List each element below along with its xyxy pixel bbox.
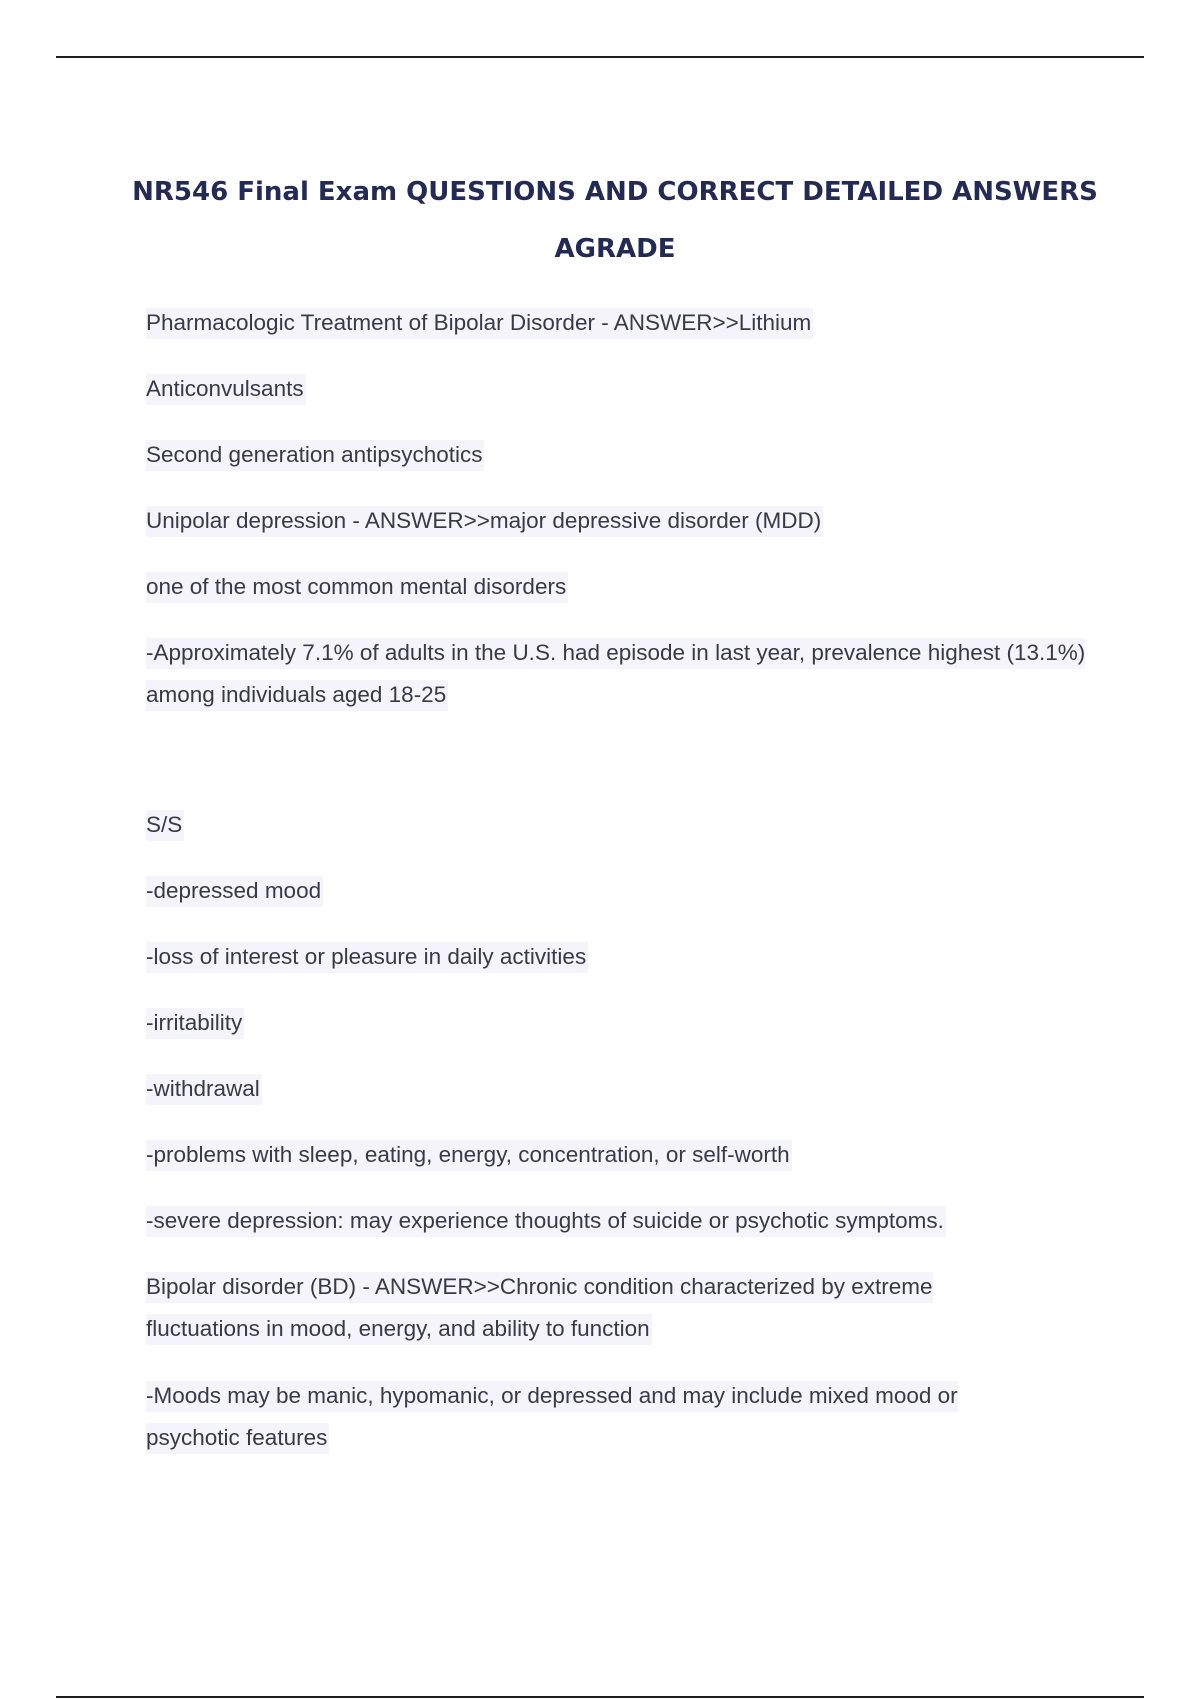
paragraph-moods: -Moods may be manic, hypomanic, or depressed and may include mixed mood or psychotic features — [146, 1375, 1046, 1459]
paragraph-unipolar-depression: Unipolar depression - ANSWER>>major depressive disorder (MDD) — [146, 500, 1106, 542]
list-item-problems: -problems with sleep, eating, energy, concentration, or self-worth — [146, 1134, 1106, 1176]
paragraph-prevalence: -Approximately 7.1% of adults in the U.S. had episode in last year, prevalence highest (13.1%) among individuals aged 18-25 — [146, 632, 1086, 716]
title-line-2: AGRADE — [554, 234, 676, 264]
paragraph-anticonvulsants: Anticonvulsants — [146, 368, 1106, 410]
bottom-rule — [56, 1696, 1144, 1698]
paragraph-antipsychotics: Second generation antipsychotics — [146, 434, 1106, 476]
list-item-loss-of-interest: -loss of interest or pleasure in daily activities — [146, 936, 1106, 978]
paragraph-signs-symptoms: S/S — [146, 804, 1106, 846]
document-title — [120, 164, 1110, 278]
title-line-1: NR546 Final Exam QUESTIONS AND CORRECT DETAILED ANSWERS — [132, 177, 1098, 207]
paragraph-bipolar-treatment: Pharmacologic Treatment of Bipolar Disorder - ANSWER>>Lithium — [146, 302, 1106, 344]
paragraph-common-disorder: one of the most common mental disorders — [146, 566, 1106, 608]
list-item-depressed-mood: -depressed mood — [146, 870, 1106, 912]
list-item-severe-depression: -severe depression: may experience thoughts of suicide or psychotic symptoms. — [146, 1200, 1106, 1242]
top-rule — [56, 56, 1144, 58]
list-item-irritability: -irritability — [146, 1002, 1106, 1044]
list-item-withdrawal: -withdrawal — [146, 1068, 1106, 1110]
paragraph-bipolar-disorder: Bipolar disorder (BD) - ANSWER>>Chronic condition characterized by extreme fluctuations in mood, energy, and ability to function — [146, 1266, 1026, 1350]
